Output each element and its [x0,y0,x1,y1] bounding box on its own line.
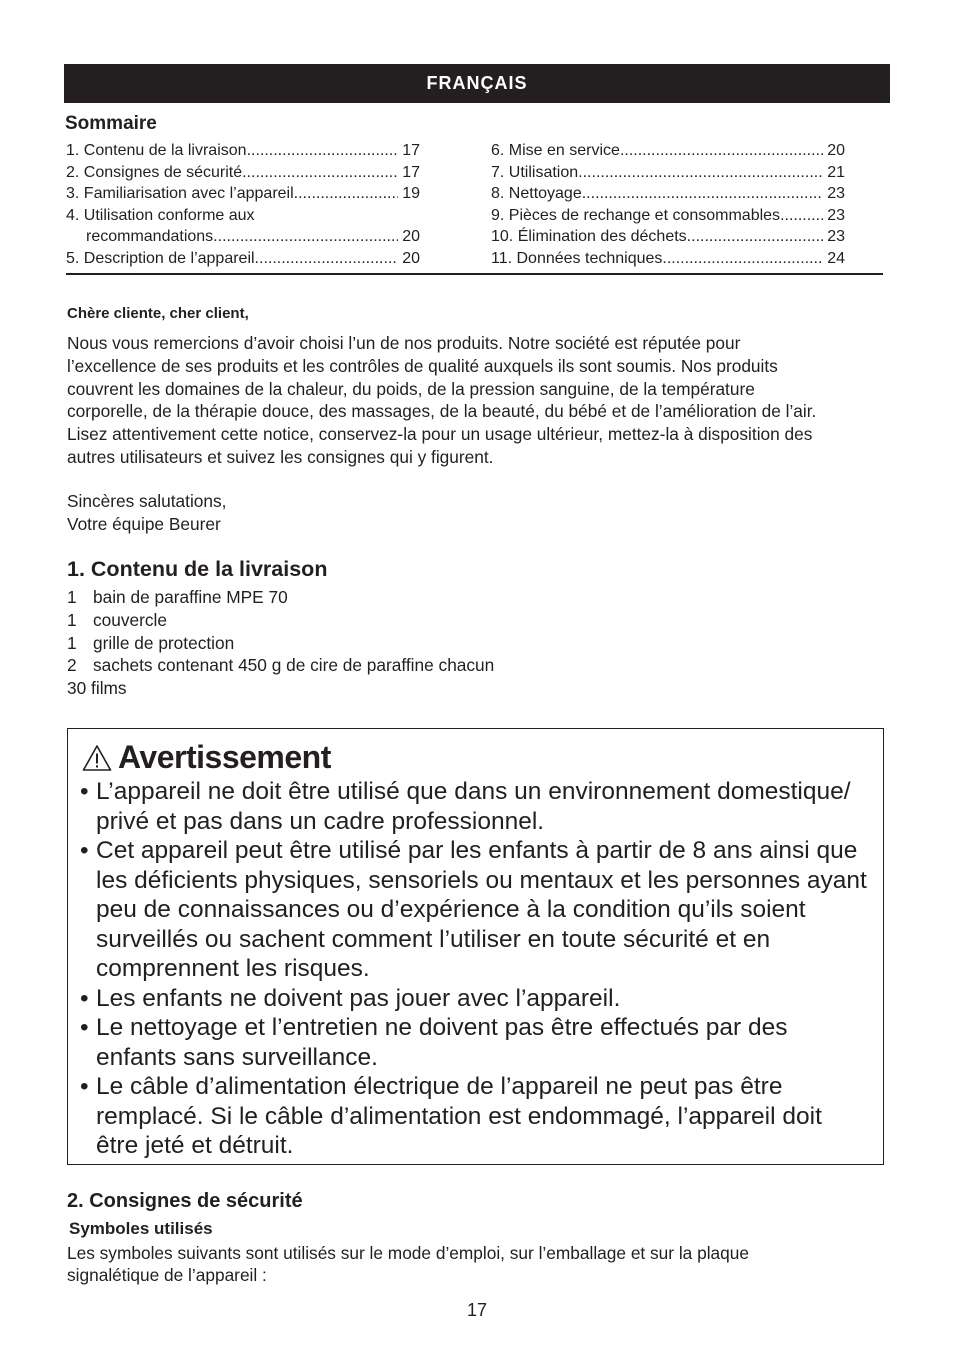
warning-item [80,984,870,1014]
item-text: sachets contenant 450 g de cire de paraffine chacun [93,655,495,676]
toc-entry[interactable] [491,248,845,270]
warning-box [67,728,884,1165]
toc-entry-page: 23 [827,185,845,203]
toc-entry[interactable] [66,140,420,162]
intro-line: corporelle, de la thérapie douce, des massages, de la beauté, du bébé et de l’amélioration de l’air. [67,401,817,422]
toc-entry-label: 8. Nettoyage [491,185,582,203]
toc-entry-page: 23 [827,206,845,224]
toc-leader [780,205,823,227]
toc-entry[interactable] [66,248,420,270]
item-text: grille de protection [93,632,235,653]
intro-line: autres utilisateurs et suivez les consignes qui y figurent. [67,446,494,467]
page-number: 17 [466,1300,488,1320]
toc-leader [662,248,823,270]
toc-entry-label: 9. Pièces de rechange et consommables [491,206,781,224]
toc-leader [620,140,823,162]
toc-leader [578,162,823,184]
delivery-list [67,586,494,700]
toc-entry-page: 17 [402,142,420,159]
list-item [67,677,494,700]
bullet: • [80,778,89,805]
toc-entry-label: 7. Utilisation [491,163,579,181]
item-quantity: 1 [67,632,77,653]
subheading-symbols: Symboles utilisés [69,1219,213,1238]
item-quantity: 1 [67,609,77,630]
toc-entry-page: 20 [827,142,845,159]
toc-leader [687,226,824,248]
section-heading-safety: 2. Consignes de sécurité [67,1190,303,1212]
warning-item [80,777,870,836]
warning-text: Le nettoyage et l’entretien ne doivent pas être effectués par des enfants sans surveillance. [96,1014,788,1071]
toc-divider [66,273,883,275]
warning-list [80,777,870,1161]
toc-entry-label: 10. Élimination des déchets [491,228,687,246]
item-quantity: 1 [67,587,77,607]
toc-leader [242,162,398,184]
toc-entry-page: 17 [402,163,420,181]
toc-entry-label: 4. Utilisation conforme aux [66,206,255,224]
warning-item [80,1013,870,1072]
item-text: films [91,678,127,699]
toc-entry-label: 5. Description de l’appareil [66,249,255,267]
closing-regards [67,490,226,536]
language-header [64,64,890,103]
item-text: bain de paraffine MPE 70 [93,587,288,607]
toc-leader [255,248,399,270]
intro-line: couvrent les domaines de la chaleur, du poids, de la pression sanguine, de la température [67,378,755,399]
toc-entry-page: 19 [402,185,420,203]
toc-entry[interactable] [491,226,845,248]
warning-text: Cet appareil peut être utilisé par les enfants à partir de 8 ans ainsi que les déficients physiques, sensoriels ou mentaux et les personnes ayant peu de connaissances ou d’expérience à la condition qu’ils soient surveillés ou sachent comment l’utiliser en toute sécurité et en comprennent les risques. [96,837,867,982]
toc-leader [247,140,399,162]
bullet: • [80,1014,89,1041]
section-heading-delivery: 1. Contenu de la livraison [67,557,328,581]
toc-entry[interactable] [491,183,845,205]
toc-entry[interactable] [491,140,845,162]
toc-entry-label: 1. Contenu de la livraison [66,142,247,159]
bullet: • [80,1073,89,1100]
warning-item [80,836,870,984]
warning-text: Le câble d’alimentation électrique de l’appareil ne peut pas être remplacé. Si le câble d’alimentation est endommagé, l’appareil doit être jeté et détruit. [96,1073,822,1159]
toc-entry-page: 23 [827,228,845,246]
toc-entry-label: 3. Familiarisation avec l’appareil [66,185,294,203]
paragraph-line: Les symboles suivants sont utilisés sur le mode d’emploi, sur l’emballage et sur la plaque [67,1243,749,1263]
toc-entry-continuation[interactable] [66,226,420,248]
warning-text: L’appareil ne doit être utilisé que dans un environnement domestique/ privé et pas dans un cadre professionnel. [96,778,851,835]
salutation: Chère cliente, cher client, [67,305,249,322]
toc-entry[interactable] [491,205,845,227]
warning-item [80,1072,870,1161]
toc-entry-label: 6. Mise en service [491,142,620,159]
item-quantity: 30 [67,678,87,699]
bullet: • [80,837,89,864]
toc-entry[interactable] [491,162,845,184]
item-text: couvercle [93,609,167,630]
toc-entry-label: 2. Consignes de sécurité [66,163,243,181]
toc-entry-page: 24 [827,249,845,267]
toc-title: Sommaire [65,113,157,134]
warning-text: Les enfants ne doivent pas jouer avec l’appareil. [96,984,621,1012]
warning-heading [82,739,331,776]
toc-leader [213,226,398,248]
toc-entry[interactable] [66,162,420,184]
intro-line: l’excellence de ses produits et les contrôles de qualité auxquels ils sont soumis. Nos produits [67,355,778,376]
toc-right-column [491,140,845,270]
list-item [67,654,494,677]
warning-triangle-icon [82,744,112,772]
signature-line: Votre équipe Beurer [67,513,221,534]
toc-entry-page: 20 [402,249,420,267]
toc-entry[interactable] [66,183,420,205]
list-item [67,632,494,655]
language-label: FRANÇAIS [426,73,528,93]
toc-entry-label: 11. Données techniques [491,249,663,267]
toc-entry[interactable] [66,205,420,227]
regards-line: Sincères salutations, [67,491,227,511]
intro-line: Lisez attentivement cette notice, conservez-la pour un usage ultérieur, mettez-la à disposition des [67,424,813,445]
item-quantity: 2 [67,655,77,676]
paragraph-line: signalétique de l’appareil : [67,1265,267,1285]
intro-line: Nous vous remercions d’avoir choisi l’un de nos produits. Notre société est réputée pour [67,333,741,353]
warning-title: Avertissement [118,739,331,775]
symbols-paragraph [67,1242,887,1286]
toc-left-column [66,140,420,270]
intro-paragraph [67,332,887,469]
list-item [67,586,494,609]
toc-entry-page: 21 [827,163,845,181]
toc-leader [294,183,399,205]
list-item [67,609,494,632]
bullet: • [80,984,89,1012]
toc-entry-label: recommandations [86,228,214,246]
toc-entry-page: 20 [402,228,420,246]
toc-leader [582,183,823,205]
